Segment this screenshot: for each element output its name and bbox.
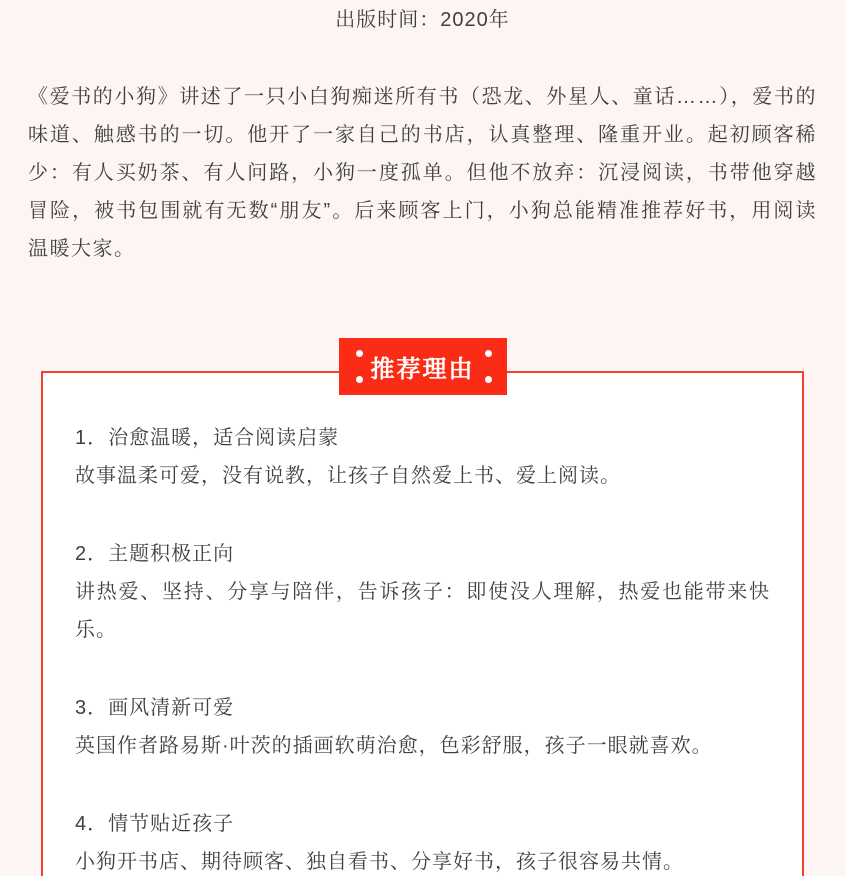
- reason-item: [75, 689, 770, 765]
- reason-item: [75, 535, 770, 649]
- publish-date-line: 出版时间：2020年: [335, 9, 510, 31]
- reason-desc: 故事温柔可爱，没有说教，让孩子自然爱上书、爱上阅读。: [75, 465, 621, 487]
- book-intro-paragraph: 《爱书的小狗》讲述了一只小白狗痴迷所有书（恐龙、外星人、童话……），爱书的味道、触感书的一切。他开了一家自己的书店，认真整理、隆重开业。起初顾客稀少：有人买奶茶、有人问路，小狗一度孤单。但他不放弃：沉浸阅读，书带他穿越冒险，被书包围就有无数“朋友”。后来顾客上门，小狗总能精准推荐好书，用阅读温暖大家。: [28, 86, 817, 260]
- badge-dot-icon: [485, 376, 492, 383]
- reason-item: [75, 419, 770, 495]
- reason-desc: 小狗开书店、期待顾客、独自看书、分享好书，孩子很容易共情。: [75, 851, 684, 873]
- reason-desc: 讲热爱、坚持、分享与陪伴，告诉孩子：即使没人理解，热爱也能带来快乐。: [75, 581, 770, 641]
- reason-title: 2．主题积极正向: [75, 543, 235, 565]
- badge-dot-icon: [356, 376, 363, 383]
- badge-dot-icon: [485, 350, 492, 357]
- reason-item: [75, 805, 770, 876]
- reason-title: 3．画风清新可爱: [75, 697, 235, 719]
- recommend-badge: [339, 338, 507, 395]
- recommend-reasons-box: [41, 356, 804, 876]
- reason-title: 4．情节贴近孩子: [75, 813, 235, 835]
- reason-desc: 英国作者路易斯·叶茨的插画软萌治愈，色彩舒服，孩子一眼就喜欢。: [75, 735, 713, 757]
- reason-title: 1．治愈温暖，适合阅读启蒙: [75, 427, 340, 449]
- badge-dot-icon: [356, 350, 363, 357]
- recommend-badge-label: 推荐理由: [370, 356, 475, 383]
